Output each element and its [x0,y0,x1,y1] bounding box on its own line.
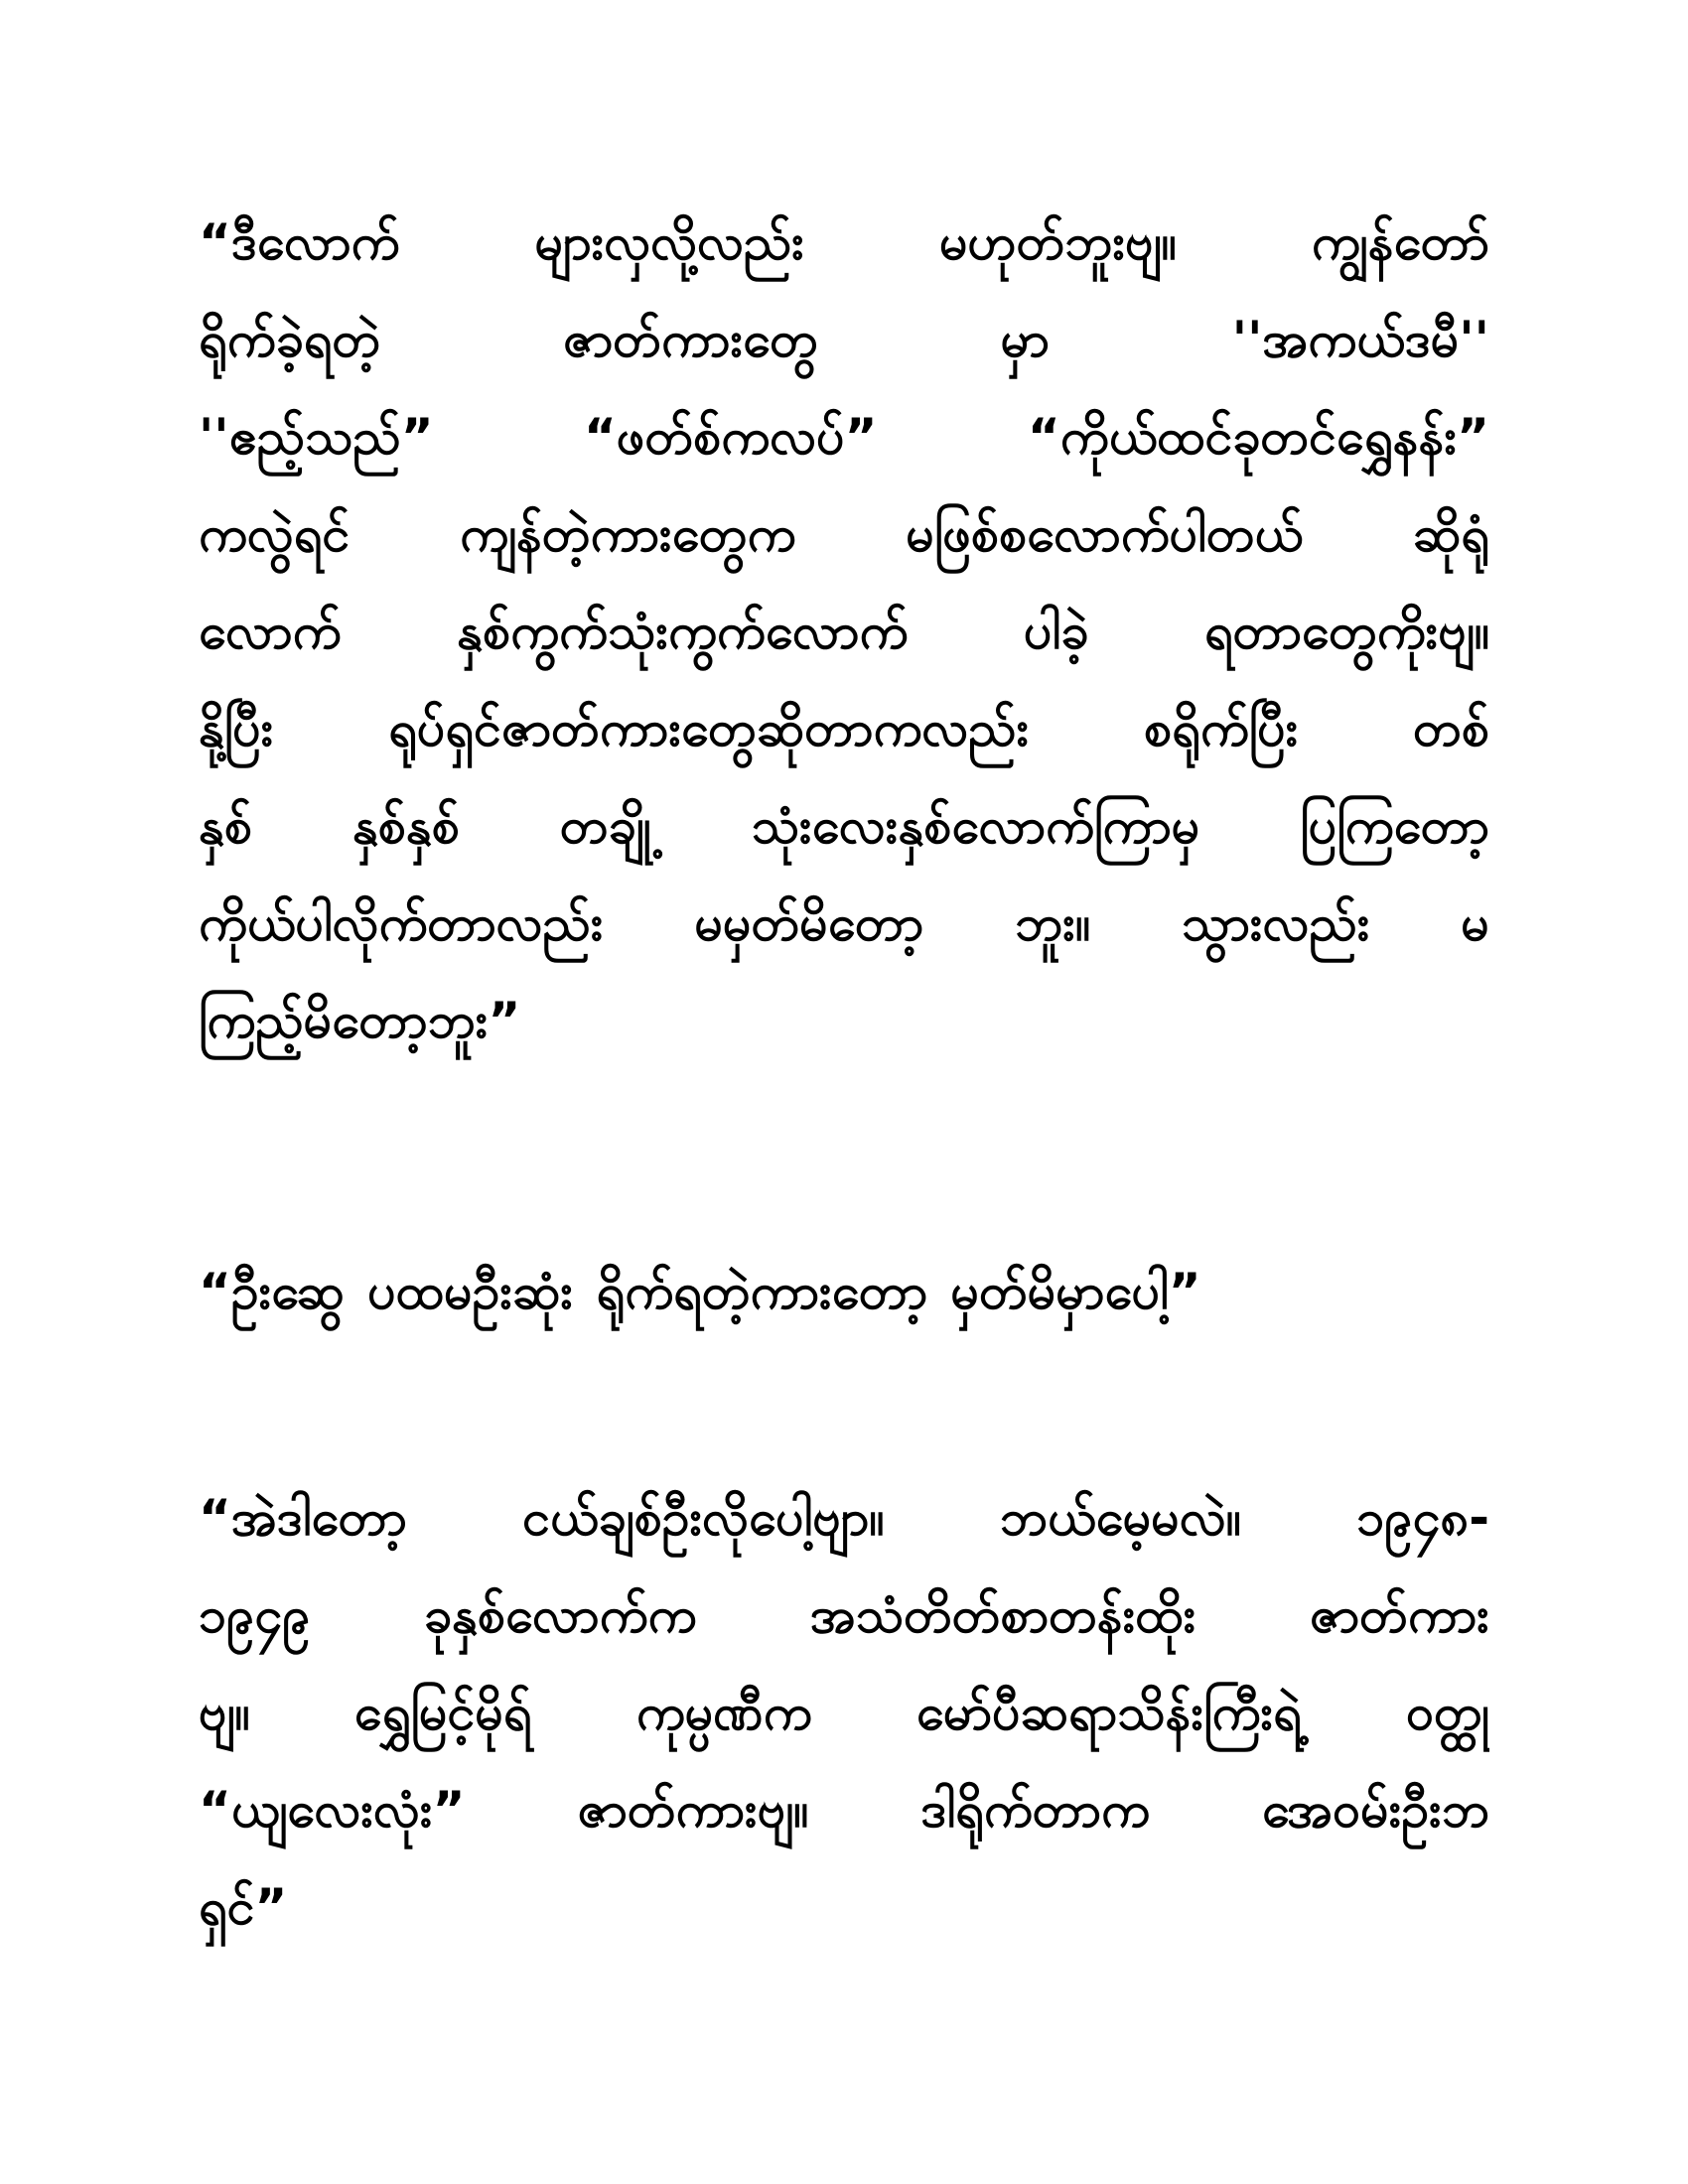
paragraph-1-line-9: ကြည့်မိတော့ဘူး” [199,992,521,1049]
paragraph-3-line-3: ဗျ။ ရွှေမြင့်မိုရ် ကုမ္ပဏီက မော်ပီဆရာသိန်းကြီးရဲ့ ဝတ္ထု [199,1684,1489,1741]
paragraph-2-line-1: “ဦးဆွေ ပထမဦးဆုံး ရိုက်ရတဲ့ကားတော့ မှတ်မိမှာပေါ့” [199,1263,1201,1320]
paragraph-1-line-4: ကလွဲရင် ကျန်တဲ့ကားတွေက မဖြစ်စလောက်ပါတယ် ဆိုရုံ [199,505,1489,563]
paragraph-3-line-5: ရှင်” [199,1878,288,1936]
paragraph-1-line-7: နှစ် နှစ်နှစ် တချို့ သုံးလေးနှစ်လောက်ကြာမှ ပြကြတော့ [199,797,1489,855]
paragraph-3 [199,1469,1489,1956]
paragraph-1 [199,194,1489,1069]
paragraph-1-line-1: “ဒီလောက် များလှလို့လည်း မဟုတ်ဘူးဗျ။ ကျွန်တော် [199,213,1489,271]
paragraph-1-line-6: နို့ပြီး ရုပ်ရှင်ဇာတ်ကားတွေဆိုတာကလည်း စရိုက်ပြီး တစ် [199,700,1489,757]
paragraph-1-line-5: လောက် နှစ်ကွက်သုံးကွက်လောက် ပါခဲ့ ရတာတွေကိုးဗျ။ [199,603,1489,660]
paragraph-3-line-4: “ယျလေးလုံး” ဇာတ်ကားဗျ။ ဒါရိုက်တာက အေဝမ်းဦးဘ [199,1781,1489,1839]
paragraph-2 [199,1243,1489,1340]
paragraph-1-line-3: ''ဧည့်သည်” “ဖတ်စ်ကလပ်” “ကိုယ်ထင်ခုတင်ရွှေနန်း” [199,408,1489,466]
paragraph-1-line-8: ကိုယ်ပါလိုက်တာလည်း မမှတ်မိတော့ ဘူး။ သွားလည်း မ [199,894,1489,952]
paragraph-3-line-2: ၁၉၄၉ ခုနှစ်လောက်က အသံတိတ်စာတန်းထိုး ဇာတ်ကား [199,1586,1489,1644]
paragraph-3-line-1: “အဲဒါတော့ ငယ်ချစ်ဦးလိုပေါ့ဗျာ။ ဘယ်မေ့မလဲ။ ၁၉၄၈- [199,1489,1489,1547]
paragraph-1-line-2: ရိုက်ခဲ့ရတဲ့ ဇာတ်ကားတွေ မှာ ''အကယ်ဒမီ'' [199,311,1489,368]
